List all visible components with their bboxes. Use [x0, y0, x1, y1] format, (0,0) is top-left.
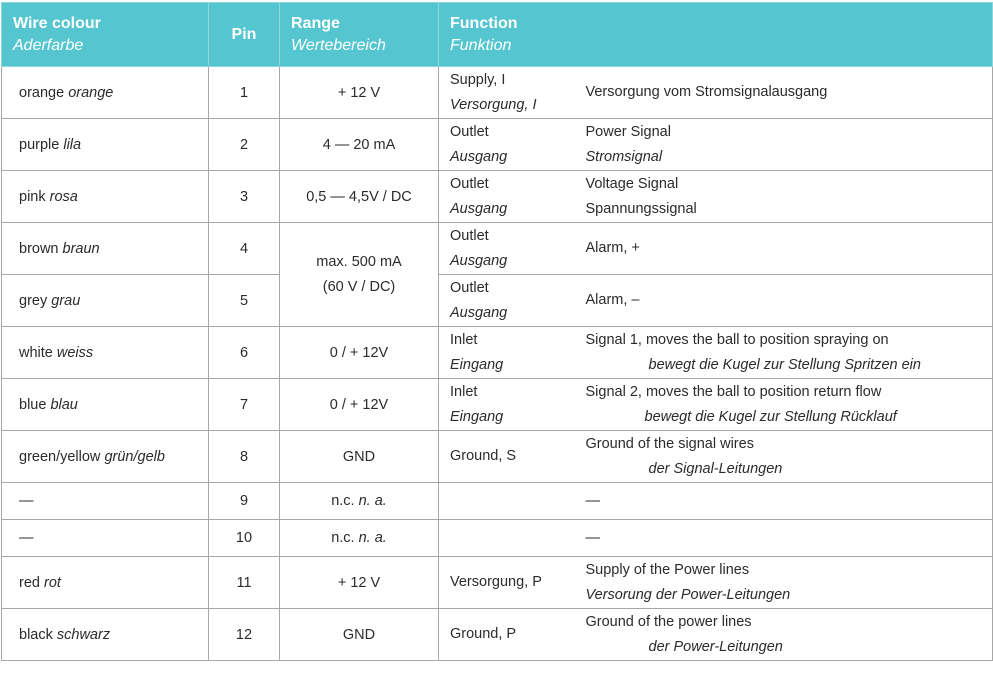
description-cell: — — [576, 520, 993, 557]
pin-cell: 9 — [209, 483, 280, 520]
pin-cell: 4 — [209, 223, 280, 275]
function-cell: Ground, P — [439, 609, 576, 661]
wire-colour-cell: grey grau — [2, 275, 209, 327]
range-cell: 4 — 20 mA — [280, 119, 439, 171]
description-cell: Alarm, – — [576, 275, 993, 327]
description-cell: — — [576, 483, 993, 520]
wire-colour-cell: orange orange — [2, 67, 209, 119]
table-row — [2, 171, 993, 223]
description-cell: Power Signal Stromsignal — [576, 119, 993, 171]
description-cell: Signal 2, moves the ball to position return flow bewegt die Kugel zur Stellung Rücklauf — [576, 379, 993, 431]
table-row — [2, 275, 993, 327]
function-cell: Ground, S — [439, 431, 576, 483]
description-cell: Signal 1, moves the ball to position spraying on bewegt die Kugel zur Stellung Spritzen ein — [576, 327, 993, 379]
header-function: Function Funktion — [439, 3, 993, 67]
table-row — [2, 119, 993, 171]
function-cell — [439, 520, 576, 557]
wire-colour-cell: brown braun — [2, 223, 209, 275]
table-row — [2, 223, 993, 275]
function-cell: Outlet Ausgang — [439, 171, 576, 223]
range-cell: max. 500 mA (60 V / DC) — [280, 223, 439, 327]
function-cell — [439, 483, 576, 520]
pin-cell: 11 — [209, 557, 280, 609]
pin-cell: 1 — [209, 67, 280, 119]
wire-colour-cell: pink rosa — [2, 171, 209, 223]
pin-cell: 12 — [209, 609, 280, 661]
description-cell: Supply of the Power lines Versorung der Power-Leitungen — [576, 557, 993, 609]
function-cell: Inlet Eingang — [439, 379, 576, 431]
wire-colour-cell: green/yellow grün/gelb — [2, 431, 209, 483]
table-row — [2, 379, 993, 431]
function-cell: Versorgung, P — [439, 557, 576, 609]
table-row — [2, 557, 993, 609]
function-cell: Inlet Eingang — [439, 327, 576, 379]
pin-cell: 5 — [209, 275, 280, 327]
table-row — [2, 520, 993, 557]
range-cell: GND — [280, 431, 439, 483]
range-cell: 0 / + 12V — [280, 327, 439, 379]
function-cell: Supply, I Versorgung, I — [439, 67, 576, 119]
header-pin: Pin — [209, 3, 280, 67]
header-range: Range Wertebereich — [280, 3, 439, 67]
wire-colour-cell: — — [2, 520, 209, 557]
pin-cell: 6 — [209, 327, 280, 379]
range-cell: 0,5 — 4,5V / DC — [280, 171, 439, 223]
table-row — [2, 483, 993, 520]
pin-cell: 10 — [209, 520, 280, 557]
range-cell: n.c. n. a. — [280, 520, 439, 557]
pin-cell: 7 — [209, 379, 280, 431]
range-cell: + 12 V — [280, 67, 439, 119]
description-cell: Ground of the power lines der Power-Leitungen — [576, 609, 993, 661]
wire-colour-cell: black schwarz — [2, 609, 209, 661]
table-row — [2, 431, 993, 483]
wiring-table — [1, 2, 993, 661]
wire-colour-cell: blue blau — [2, 379, 209, 431]
range-cell: + 12 V — [280, 557, 439, 609]
table-row — [2, 609, 993, 661]
wire-colour-cell: white weiss — [2, 327, 209, 379]
description-cell: Versorgung vom Stromsignalausgang — [576, 67, 993, 119]
table-header-row — [2, 3, 993, 67]
header-wire-colour: Wire colour Aderfarbe — [2, 3, 209, 67]
description-cell: Ground of the signal wires der Signal-Leitungen — [576, 431, 993, 483]
function-cell: Outlet Ausgang — [439, 275, 576, 327]
description-cell: Voltage Signal Spannungssignal — [576, 171, 993, 223]
range-cell: n.c. n. a. — [280, 483, 439, 520]
range-cell: GND — [280, 609, 439, 661]
pin-cell: 2 — [209, 119, 280, 171]
wire-colour-cell: red rot — [2, 557, 209, 609]
pin-cell: 3 — [209, 171, 280, 223]
table-row — [2, 67, 993, 119]
range-cell: 0 / + 12V — [280, 379, 439, 431]
wire-colour-cell: — — [2, 483, 209, 520]
function-cell: Outlet Ausgang — [439, 223, 576, 275]
pin-cell: 8 — [209, 431, 280, 483]
wire-colour-cell: purple lila — [2, 119, 209, 171]
function-cell: Outlet Ausgang — [439, 119, 576, 171]
description-cell: Alarm, + — [576, 223, 993, 275]
table-row — [2, 327, 993, 379]
